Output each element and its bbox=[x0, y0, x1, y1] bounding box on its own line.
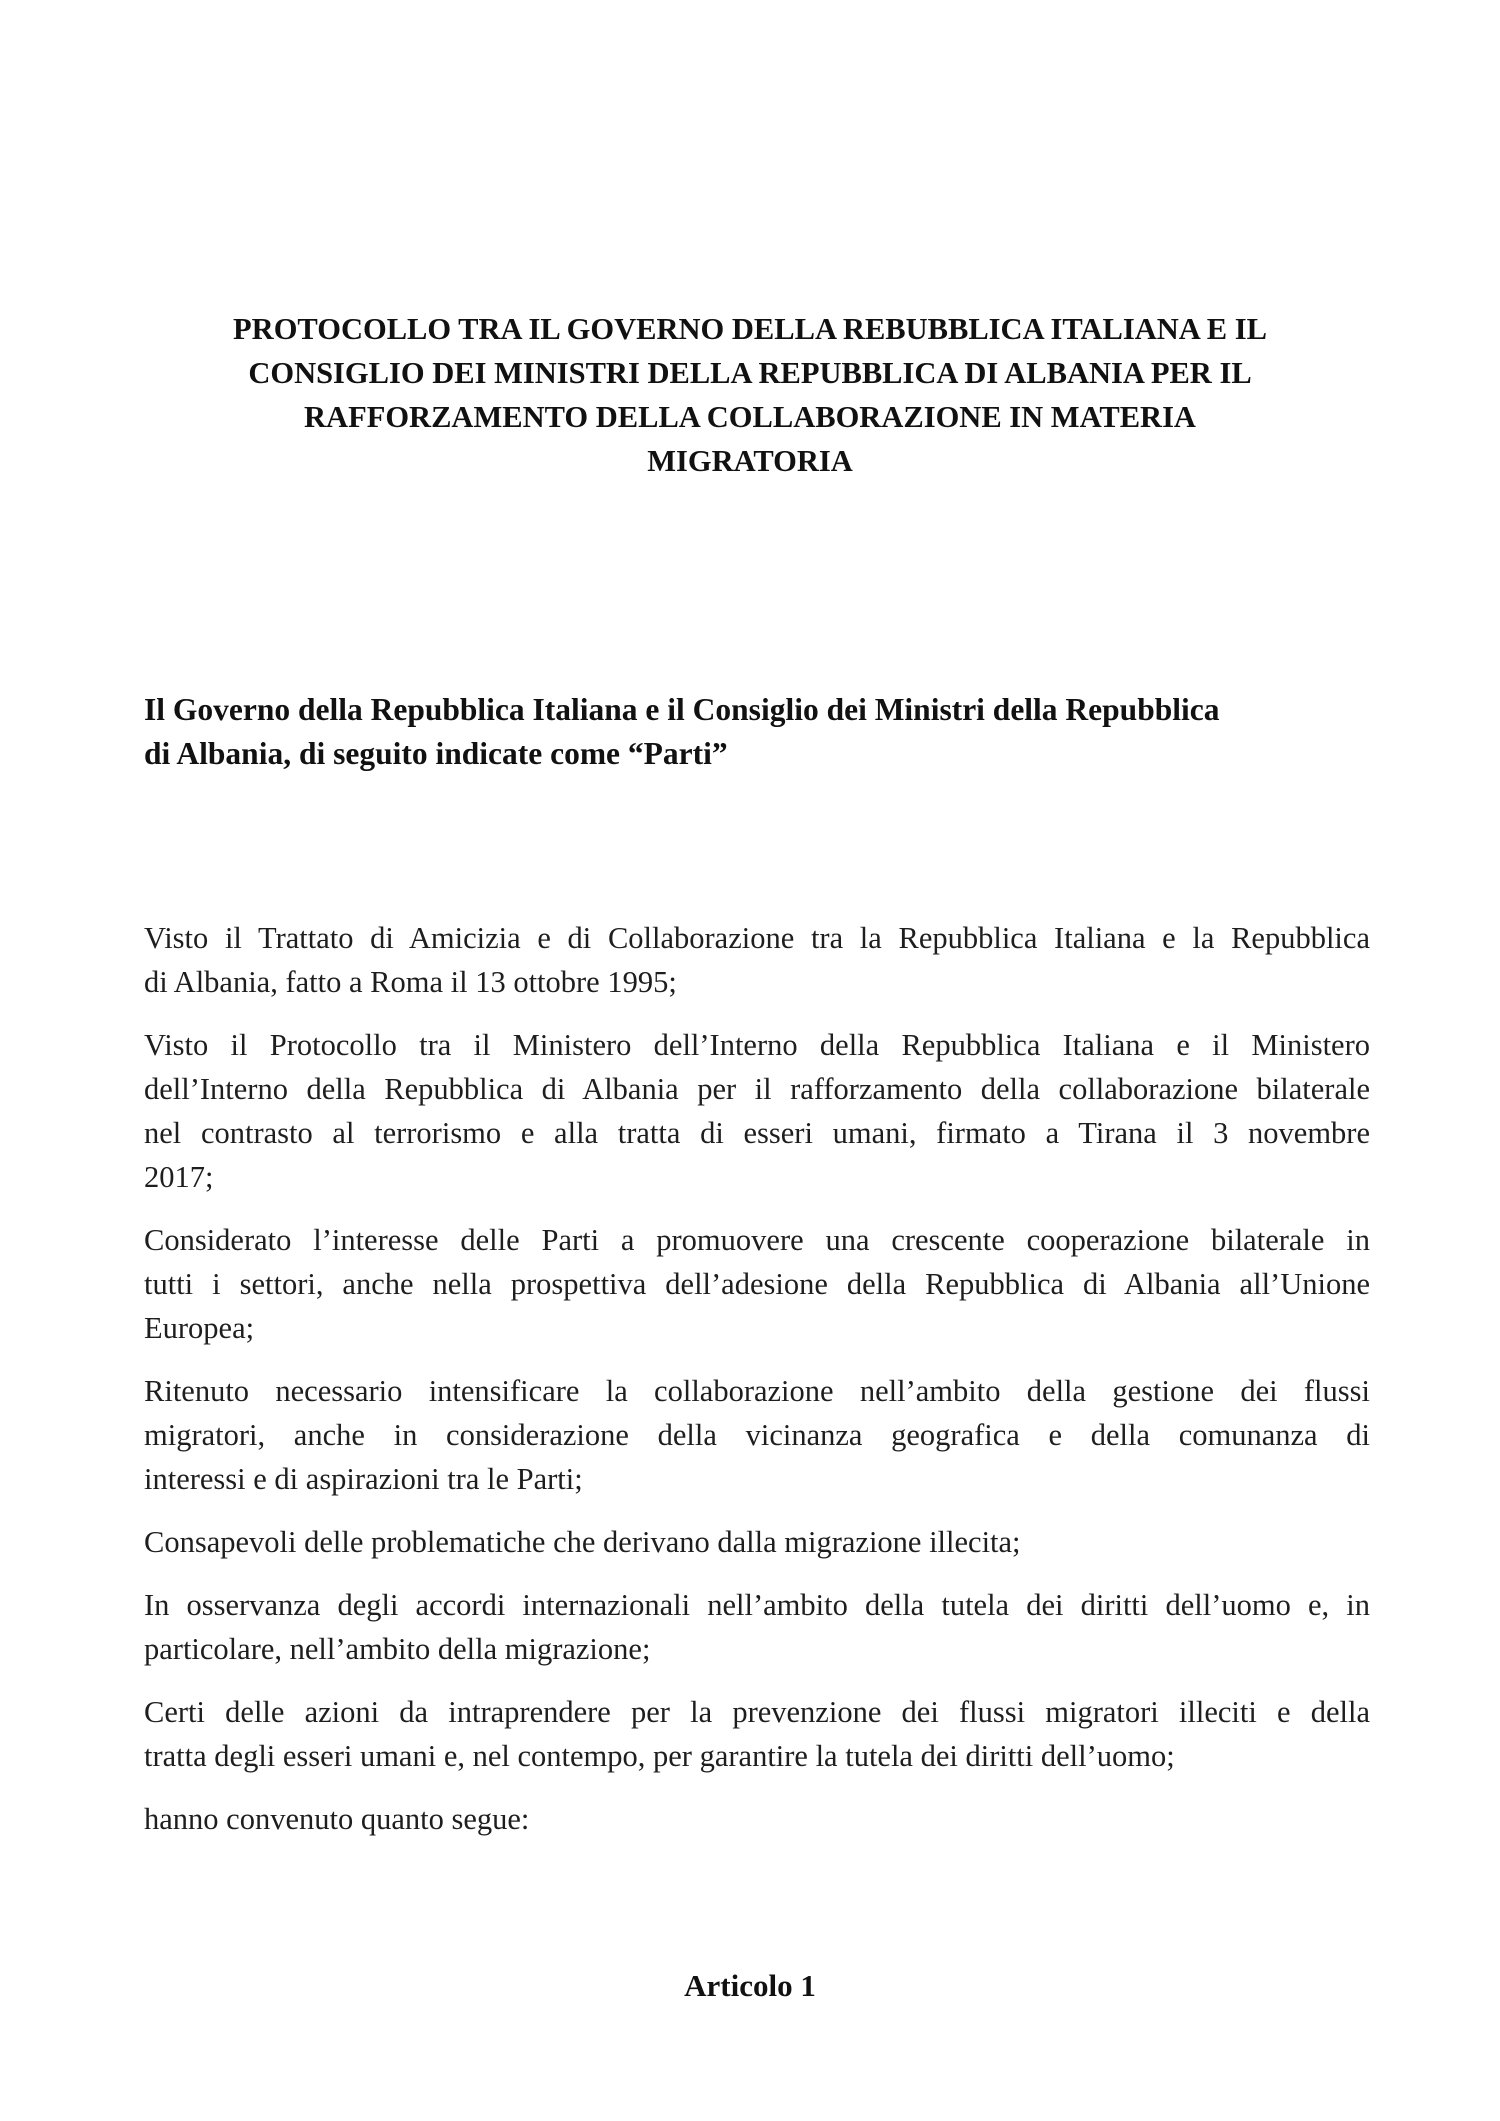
recital-line: Certi delle azioni da intraprendere per la prevenzione dei flussi migratori illeciti e della bbox=[144, 1695, 1370, 1729]
document-title-line: MIGRATORIA bbox=[647, 444, 853, 478]
recital-line: dell’Interno della Repubblica di Albania per il rafforzamento della collaborazione bilaterale bbox=[144, 1072, 1370, 1106]
article-heading: Articolo 1 bbox=[684, 1968, 816, 2003]
recital-line: migratori, anche in considerazione della vicinanza geografica e della comunanza di bbox=[144, 1418, 1370, 1452]
recital-line: hanno convenuto quanto segue: bbox=[144, 1802, 530, 1836]
recital-paragraph bbox=[144, 1583, 1370, 1671]
recital-paragraph bbox=[144, 1369, 1370, 1501]
recital-paragraph bbox=[144, 1797, 1370, 1841]
recital-line: interessi e di aspirazioni tra le Parti; bbox=[144, 1462, 583, 1496]
parties-line: Il Governo della Repubblica Italiana e il Consiglio dei Ministri della Repubblica bbox=[144, 692, 1220, 727]
recital-paragraph bbox=[144, 1218, 1370, 1350]
recital-line: Visto il Protocollo tra il Ministero dell’Interno della Repubblica Italiana e il Ministero bbox=[144, 1028, 1370, 1062]
recital-line: di Albania, fatto a Roma il 13 ottobre 1995; bbox=[144, 965, 677, 999]
recital-line: Ritenuto necessario intensificare la collaborazione nell’ambito della gestione dei flussi bbox=[144, 1374, 1370, 1408]
recital-line: tutti i settori, anche nella prospettiva dell’adesione della Repubblica di Albania all’Unione bbox=[144, 1267, 1370, 1301]
recital-line: In osservanza degli accordi internazionali nell’ambito della tutela dei diritti dell’uomo e, in bbox=[144, 1588, 1370, 1622]
recital-line: Visto il Trattato di Amicizia e di Collaborazione tra la Repubblica Italiana e la Repubblica bbox=[144, 921, 1370, 955]
recital-line: particolare, nell’ambito della migrazione; bbox=[144, 1632, 651, 1666]
recital-line: 2017; bbox=[144, 1160, 214, 1194]
document-title-line: RAFFORZAMENTO DELLA COLLABORAZIONE IN MATERIA bbox=[304, 400, 1196, 434]
recital-line: Considerato l’interesse delle Parti a promuovere una crescente cooperazione bilaterale in bbox=[144, 1223, 1370, 1257]
recitals bbox=[144, 916, 1370, 1860]
document-title-line: PROTOCOLLO TRA IL GOVERNO DELLA REBUBBLICA ITALIANA E IL bbox=[233, 312, 1267, 346]
parties-statement bbox=[144, 688, 1374, 776]
document-title bbox=[140, 307, 1360, 483]
recital-paragraph bbox=[144, 1023, 1370, 1199]
recital-line: Consapevoli delle problematiche che derivano dalla migrazione illecita; bbox=[144, 1525, 1021, 1559]
recital-line: nel contrasto al terrorismo e alla tratta di esseri umani, firmato a Tirana il 3 novembre bbox=[144, 1116, 1370, 1150]
recital-line: tratta degli esseri umani e, nel contempo, per garantire la tutela dei diritti dell’uomo; bbox=[144, 1739, 1175, 1773]
recital-paragraph bbox=[144, 1520, 1370, 1564]
recital-paragraph bbox=[144, 1690, 1370, 1778]
recital-line: Europea; bbox=[144, 1311, 255, 1345]
document-title-line: CONSIGLIO DEI MINISTRI DELLA REPUBBLICA DI ALBANIA PER IL bbox=[248, 356, 1252, 390]
parties-line: di Albania, di seguito indicate come “Parti” bbox=[144, 736, 728, 771]
recital-paragraph bbox=[144, 916, 1370, 1004]
